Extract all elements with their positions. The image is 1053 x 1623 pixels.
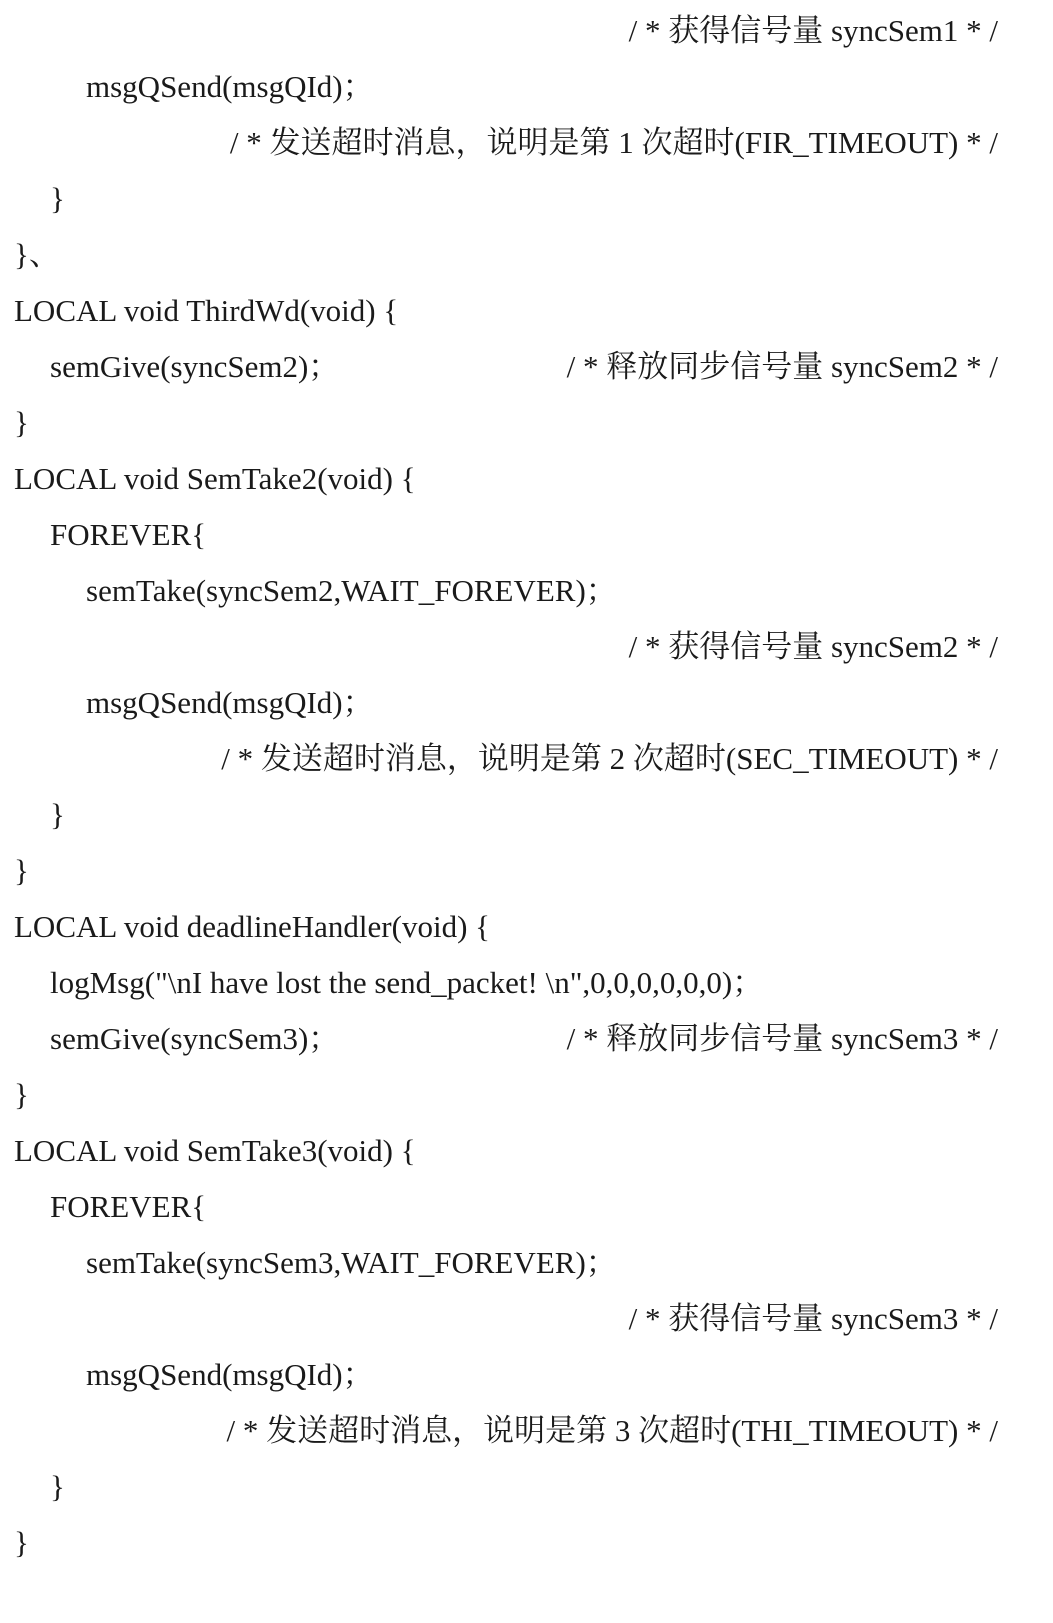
code-comment: / * 获得信号量 syncSem2 * / — [628, 629, 998, 664]
code-comment: / * 释放同步信号量 syncSem2 * / — [566, 349, 998, 384]
code-line: logMsg("\nI have lost the send_packet! \n",0,0,0,0,0,0)； — [50, 965, 764, 1000]
code-line: msgQSend(msgQId)； — [86, 685, 374, 720]
code-comment: / * 发送超时消息，说明是第 1 次超时(FIR_TIMEOUT) * / — [229, 125, 998, 160]
code-line: } — [14, 853, 29, 888]
code-line: } — [50, 797, 65, 832]
code-line: FOREVER{ — [50, 517, 207, 552]
code-line: } — [14, 405, 29, 440]
code-comment: / * 释放同步信号量 syncSem3 * / — [566, 1021, 998, 1056]
code-line: semGive(syncSem2)； — [50, 349, 340, 384]
code-line: LOCAL void deadlineHandler(void) { — [14, 909, 491, 944]
code-line: } — [14, 1525, 29, 1560]
code-line: } — [50, 1469, 65, 1504]
code-line: LOCAL void SemTake2(void) { — [14, 461, 416, 496]
code-line: msgQSend(msgQId)； — [86, 1357, 374, 1392]
code-line: } — [14, 1077, 29, 1112]
code-line: LOCAL void SemTake3(void) { — [14, 1133, 416, 1168]
code-line: }、 — [14, 237, 60, 272]
code-line: } — [50, 181, 65, 216]
code-line: FOREVER{ — [50, 1189, 207, 1224]
code-line: semGive(syncSem3)； — [50, 1021, 340, 1056]
code-line: msgQSend(msgQId)； — [86, 69, 374, 104]
code-line: LOCAL void ThirdWd(void) { — [14, 293, 399, 328]
code-line: semTake(syncSem2,WAIT_FOREVER)； — [86, 573, 617, 608]
code-line: semTake(syncSem3,WAIT_FOREVER)； — [86, 1245, 617, 1280]
code-comment: / * 获得信号量 syncSem1 * / — [628, 13, 998, 48]
code-comment: / * 获得信号量 syncSem3 * / — [628, 1301, 998, 1336]
code-comment: / * 发送超时消息，说明是第 3 次超时(THI_TIMEOUT) * / — [226, 1413, 998, 1448]
code-comment: / * 发送超时消息，说明是第 2 次超时(SEC_TIMEOUT) * / — [221, 741, 998, 776]
